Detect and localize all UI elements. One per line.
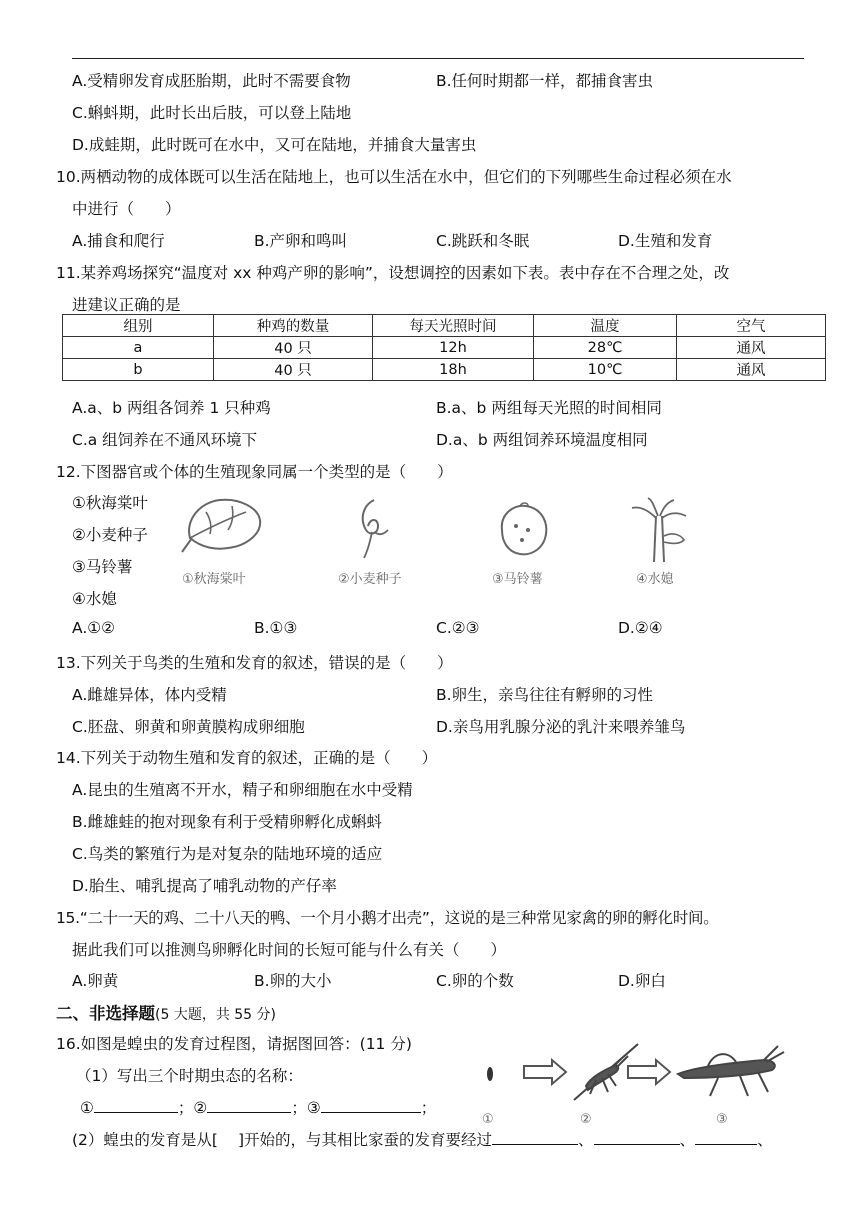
separator: ； [177, 1099, 194, 1117]
separator: ； [420, 1099, 437, 1117]
answer-blank[interactable] [321, 1098, 421, 1113]
table-header-row [63, 315, 826, 337]
answer-blank[interactable] [492, 1130, 578, 1145]
q13-option-a: A.雌雄异体，体内受精 [72, 686, 227, 704]
q10-option-c: C.跳跃和冬眠 [436, 232, 530, 250]
q15-option-d: D.卵白 [618, 972, 666, 990]
q15-option-b: B.卵的大小 [254, 972, 332, 990]
q12-item-3: ③马铃薯 [72, 558, 133, 576]
q14-option-d: D.胎生、哺乳提高了哺乳动物的产仔率 [72, 877, 337, 895]
q12-stem: 12.下图器官或个体的生殖现象同属一个类型的是（ ） [56, 463, 453, 481]
q12-figure-caption: ①秋海棠叶 [182, 572, 246, 587]
q14-option-c: C.鸟类的繁殖行为是对复杂的陆地环境的适应 [72, 845, 383, 863]
q10-option-a: A.捕食和爬行 [72, 232, 165, 250]
begonia-leaf-figure [180, 490, 270, 562]
q10-option-d: D.生殖和发育 [618, 232, 713, 250]
separator: 、 [578, 1131, 594, 1149]
q15-option-c: C.卵的个数 [436, 972, 514, 990]
q10-stem-line1: 10.两栖动物的成体既可以生活在陆地上，也可以生活在水中，但它们的下列哪些生命过程必须在水 [56, 168, 732, 186]
egg-icon [487, 1067, 493, 1081]
table-cell: 10℃ [534, 359, 677, 381]
table-row [63, 337, 826, 359]
q12-option-d: D.②④ [618, 619, 663, 637]
section-heading [56, 1000, 276, 1024]
table-cell: 12h [373, 337, 534, 359]
separator: 、 [679, 1131, 696, 1149]
q9-option-d: D.成蛙期，此时既可在水中，又可在陆地，并捕食大量害虫 [72, 136, 477, 154]
q11-option-a: A.a、b 两组各饲养 1 只种鸡 [72, 399, 271, 417]
locust-figure-caption: ① [482, 1112, 494, 1127]
table-cell: a [63, 337, 214, 359]
q11-option-c: C.a 组饲养在不通风环境下 [72, 431, 258, 449]
locust-figure-caption: ③ [716, 1112, 728, 1127]
q12-figure-caption: ③马铃薯 [492, 572, 543, 587]
q12-item-4: ④水媳 [72, 590, 117, 608]
separator: ； [291, 1099, 307, 1117]
section-title: 二、非选择题 [56, 1004, 155, 1023]
q16-stem: 16.如图是蝗虫的发育过程图，请据图回答：(11 分) [56, 1035, 412, 1053]
q13-option-b: B.卵生，亲鸟往往有孵卵的习性 [436, 686, 654, 704]
blank-label: ③ [306, 1099, 321, 1117]
q12-figure-caption: ④水媳 [636, 572, 674, 587]
answer-blank[interactable] [207, 1098, 291, 1113]
table-cell: 通风 [677, 359, 826, 381]
q11-stem-line2: 进建议正确的是 [72, 296, 181, 314]
q12-item-2: ②小麦种子 [72, 526, 148, 544]
q14-option-a: A.昆虫的生殖离不开水，精子和卵细胞在水中受精 [72, 781, 413, 799]
locust-development-figure [478, 1040, 808, 1108]
answer-blank[interactable] [594, 1130, 680, 1145]
table-cell: 40 只 [214, 359, 373, 381]
arrow-right-icon [628, 1060, 670, 1084]
q16-sub2 [72, 1128, 773, 1150]
table-cell: 通风 [677, 337, 826, 359]
q11-option-b: B.a、b 两组每天光照的时间相同 [436, 399, 662, 417]
table-cell: b [63, 359, 214, 381]
table-header-cell: 种鸡的数量 [214, 315, 373, 337]
hydra-figure [628, 496, 692, 566]
wheat-seed-figure [352, 496, 392, 562]
q9-option-b: B.任何时期都一样，都捕食害虫 [436, 72, 654, 90]
q16-sub1: （1）写出三个时期虫态的名称： [76, 1067, 303, 1085]
table-header-cell: 每天光照时间 [373, 315, 534, 337]
answer-blank[interactable] [695, 1130, 757, 1145]
answer-blank[interactable] [94, 1098, 178, 1113]
q12-option-a: A.①② [72, 619, 116, 637]
q15-stem-line1: 15.“二十一天的鸡、二十八天的鸭、一个月小鹅才出壳”，这说的是三种常见家禽的卵的孵化时间。 [56, 909, 719, 927]
q10-option-b: B.产卵和鸣叫 [254, 232, 348, 250]
blank-label: ② [193, 1099, 208, 1117]
table-header-cell: 组别 [63, 315, 214, 337]
table-cell: 40 只 [214, 337, 373, 359]
q14-stem: 14.下列关于动物生殖和发育的叙述，正确的是（ ） [56, 749, 438, 767]
q16-sub2-part2: ]开始的，与其相比家蚕的发育要经过 [237, 1131, 493, 1149]
q11-table [62, 314, 826, 381]
q14-option-b: B.雌雄蛙的抱对现象有利于受精卵孵化成蝌蚪 [72, 813, 383, 831]
adult-locust-icon [678, 1046, 784, 1096]
q11-option-d: D.a、b 两组饲养环境温度相同 [436, 431, 648, 449]
q15-option-a: A.卵黄 [72, 972, 119, 990]
q12-item-1: ①秋海棠叶 [72, 494, 148, 512]
q9-option-a: A.受精卵发育成胚胎期，此时不需要食物 [72, 72, 351, 90]
table-cell: 28℃ [534, 337, 677, 359]
q13-option-d: D.亲鸟用乳腺分泌的乳汁来喂养雏鸟 [436, 718, 686, 736]
header-rule [72, 58, 804, 59]
q9-option-c: C.蝌蚪期，此时长出后肢，可以登上陆地 [72, 104, 352, 122]
separator: 、 [757, 1131, 773, 1149]
table-row [63, 359, 826, 381]
arrow-right-icon [524, 1060, 566, 1084]
q10-stem-line2: 中进行（ ） [72, 200, 181, 218]
q12-option-c: C.②③ [436, 619, 480, 637]
q15-stem-line2: 据此我们可以推测鸟卵孵化时间的长短可能与什么有关（ ） [72, 941, 507, 959]
q16-blanks [80, 1096, 436, 1118]
locust-figure-caption: ② [580, 1112, 592, 1127]
section-note: (5 大题，共 55 分) [155, 1007, 276, 1023]
q13-option-c: C.胚盘、卵黄和卵黄膜构成卵细胞 [72, 718, 305, 736]
q11-stem-line1: 11.某养鸡场探究“温度对 xx 种鸡产卵的影响”，设想调控的因素如下表。表中存在不合理之处，改 [56, 264, 730, 282]
blank-label: ① [80, 1099, 94, 1117]
q16-sub2-part1: (2）蝗虫的发育是从[ [72, 1131, 218, 1149]
q12-option-b: B.①③ [254, 619, 298, 637]
q12-figure-caption: ②小麦种子 [338, 572, 402, 587]
table-header-cell: 空气 [677, 315, 826, 337]
potato-figure [492, 500, 552, 560]
table-cell: 18h [373, 359, 534, 381]
table-header-cell: 温度 [534, 315, 677, 337]
q13-stem: 13.下列关于鸟类的生殖和发育的叙述，错误的是（ ） [56, 654, 453, 672]
